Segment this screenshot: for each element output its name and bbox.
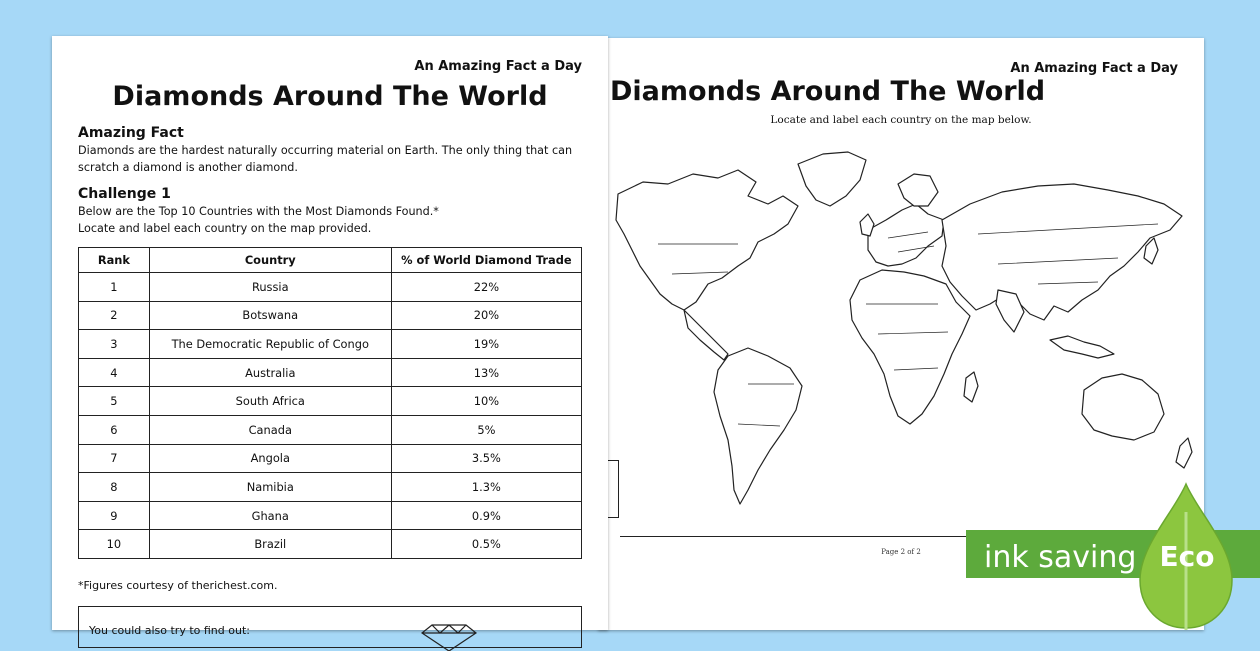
diamond-table xyxy=(78,247,582,559)
country-cell: Namibia xyxy=(149,473,391,502)
table-row xyxy=(79,358,582,387)
percent-cell: 0.9% xyxy=(391,501,581,530)
rank-cell: 10 xyxy=(79,530,150,559)
eco-label: Eco xyxy=(1159,540,1215,573)
series-label: An Amazing Fact a Day xyxy=(1010,61,1178,76)
country-cell: Botswana xyxy=(149,301,391,330)
rank-cell: 6 xyxy=(79,415,150,444)
page-number: Page 2 of 2 xyxy=(881,548,921,556)
world-map xyxy=(598,134,1204,538)
table-header-row xyxy=(79,248,582,273)
extension-box xyxy=(78,606,582,648)
fact-heading: Amazing Fact xyxy=(78,125,184,141)
badge-label: ink saving xyxy=(984,540,1137,575)
central-america-outline xyxy=(684,310,728,360)
country-cell: The Democratic Republic of Congo xyxy=(149,330,391,359)
table-row xyxy=(79,415,582,444)
percent-cell: 10% xyxy=(391,387,581,416)
table-header: Rank xyxy=(79,248,150,273)
country-cell: Angola xyxy=(149,444,391,473)
rank-cell: 8 xyxy=(79,473,150,502)
worksheet-page-1 xyxy=(52,36,608,637)
scandinavia-outline xyxy=(898,174,938,206)
rank-cell: 4 xyxy=(79,358,150,387)
rank-cell: 7 xyxy=(79,444,150,473)
percent-cell: 0.5% xyxy=(391,530,581,559)
table-row xyxy=(79,387,582,416)
madagascar-outline xyxy=(964,372,978,402)
table-row xyxy=(79,330,582,359)
south-america-outline xyxy=(714,348,802,504)
table-row xyxy=(79,273,582,302)
country-cell: Ghana xyxy=(149,501,391,530)
rank-cell: 9 xyxy=(79,501,150,530)
table-header: % of World Diamond Trade xyxy=(391,248,581,273)
page-title: Diamonds Around The World xyxy=(112,81,548,112)
percent-cell: 5% xyxy=(391,415,581,444)
country-cell: South Africa xyxy=(149,387,391,416)
greenland-outline xyxy=(798,152,866,206)
ink-saving-badge xyxy=(966,482,1260,630)
rank-cell: 5 xyxy=(79,387,150,416)
rank-cell: 2 xyxy=(79,301,150,330)
table-header: Country xyxy=(149,248,391,273)
africa-outline xyxy=(850,270,970,424)
fact-text: Diamonds are the hardest naturally occurring material on Earth. The only thing that can scratch a diamond is another diamond. xyxy=(78,144,573,174)
diamond-icon xyxy=(414,621,484,651)
table-row xyxy=(79,473,582,502)
country-cell: Canada xyxy=(149,415,391,444)
extension-box-text: You could also try to find out: xyxy=(89,624,250,637)
percent-cell: 13% xyxy=(391,358,581,387)
challenge-line-1: Below are the Top 10 Countries with the Most Diamonds Found.* xyxy=(78,205,439,218)
table-row xyxy=(79,501,582,530)
challenge-line-2: Locate and label each country on the map provided. xyxy=(78,222,372,235)
country-cell: Brazil xyxy=(149,530,391,559)
table-row xyxy=(79,301,582,330)
new-zealand-outline xyxy=(1176,438,1192,468)
series-label: An Amazing Fact a Day xyxy=(414,59,582,74)
percent-cell: 3.5% xyxy=(391,444,581,473)
table-row xyxy=(79,530,582,559)
rank-cell: 3 xyxy=(79,330,150,359)
country-cell: Australia xyxy=(149,358,391,387)
country-cell: Russia xyxy=(149,273,391,302)
percent-cell: 1.3% xyxy=(391,473,581,502)
map-instructions: Locate and label each country on the map below. xyxy=(770,114,1032,126)
challenge-heading: Challenge 1 xyxy=(78,186,171,202)
table-row xyxy=(79,444,582,473)
indonesia-outline xyxy=(1050,336,1114,358)
page-title: Diamonds Around The World xyxy=(610,76,1046,107)
rank-cell: 1 xyxy=(79,273,150,302)
australia-outline xyxy=(1082,374,1164,440)
percent-cell: 20% xyxy=(391,301,581,330)
percent-cell: 22% xyxy=(391,273,581,302)
footnote: *Figures courtesy of therichest.com. xyxy=(78,579,278,592)
percent-cell: 19% xyxy=(391,330,581,359)
north-america-outline xyxy=(616,170,798,310)
